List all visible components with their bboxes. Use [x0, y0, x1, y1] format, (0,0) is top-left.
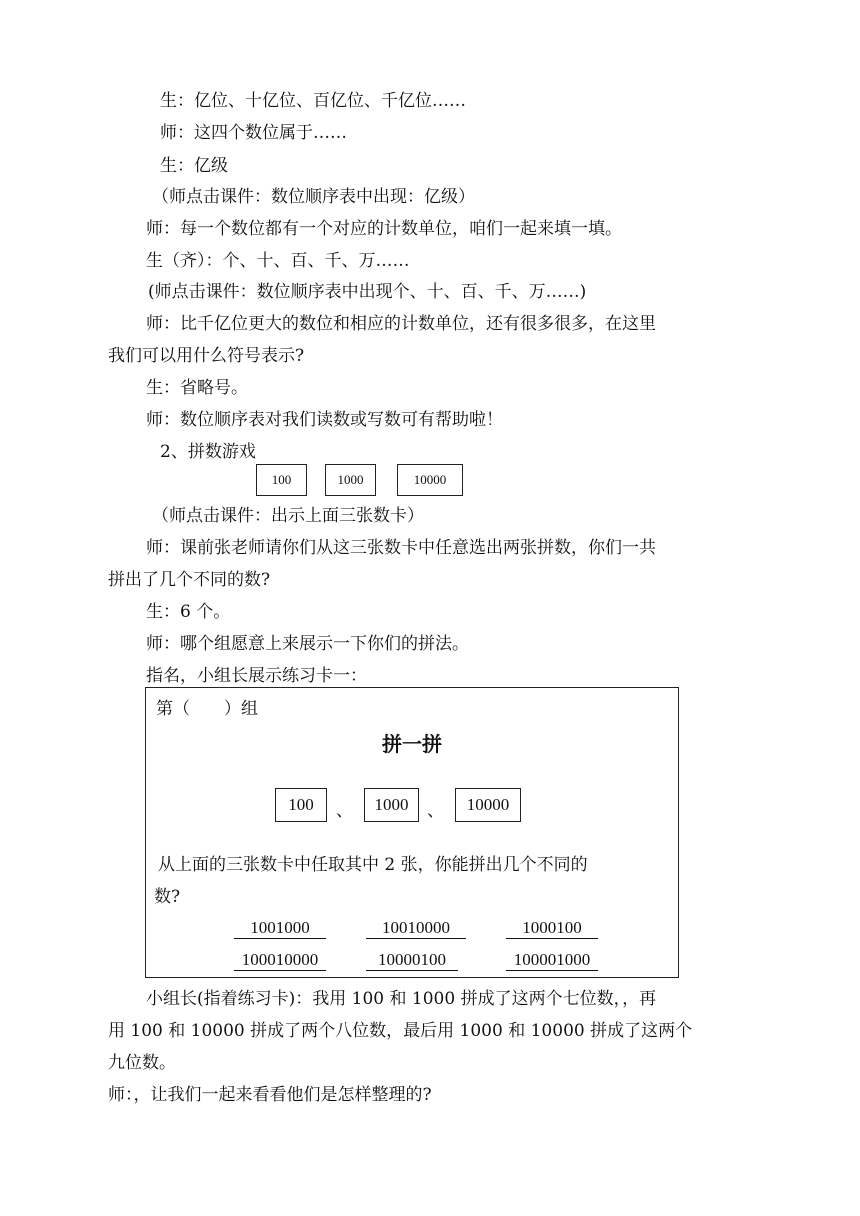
answer-number: 100001000 [506, 950, 598, 971]
text-line: （师点击课件：出示上面三张数卡） [152, 506, 424, 526]
text-line: 生：亿级 [160, 156, 228, 176]
text-line: （师点击课件：数位顺序表中出现：亿级） [152, 187, 475, 207]
text-line: 小组长(指着练习卡)：我用 100 和 1000 拼成了这两个七位数，，再 [146, 989, 657, 1009]
text-line: 拼出了几个不同的数? [108, 570, 271, 590]
text-line: 师：这四个数位属于…… [160, 123, 347, 143]
text-line: 指名，小组长展示练习卡一： [146, 666, 367, 686]
separator: 、 [336, 801, 353, 821]
text-line: (师点击课件：数位顺序表中出现个、十、百、千、万……) [148, 282, 587, 302]
answer-number: 1000100 [506, 918, 598, 939]
text-line: 师：每一个数位都有一个对应的计数单位，咱们一起来填一填。 [146, 219, 622, 239]
number-card: 1000 [325, 464, 376, 496]
number-card: 100 [256, 464, 307, 496]
text-line: 生（齐）：个、十、百、千、万…… [146, 251, 410, 271]
text-line: 师：哪个组愿意上来展示一下你们的拼法。 [146, 634, 469, 654]
exercise-number-card: 100 [275, 788, 327, 822]
exercise-number-card: 10000 [455, 788, 521, 822]
answer-number: 1001000 [234, 918, 326, 939]
number-card: 10000 [397, 464, 463, 496]
text-line: 我们可以用什么符号表示? [108, 346, 305, 366]
exercise-title: 拼一拼 [382, 732, 442, 756]
text-line: 师：，让我们一起来看看他们是怎样整理的? [108, 1085, 432, 1105]
separator: 、 [427, 801, 444, 821]
answer-number: 10000100 [366, 950, 458, 971]
text-line: 生：6 个。 [146, 602, 231, 622]
exercise-question: 数? [154, 887, 181, 907]
answer-number: 10010000 [366, 918, 466, 939]
exercise-question: 从上面的三张数卡中任取其中 2 张，你能拼出几个不同的 [158, 855, 588, 875]
text-line: 九位数。 [108, 1053, 176, 1073]
text-line: 师：比千亿位更大的数位和相应的计数单位，还有很多很多，在这里 [146, 314, 656, 334]
group-label: 第（ ）组 [156, 699, 258, 719]
text-line: 师：数位顺序表对我们读数或写数可有帮助啦！ [146, 410, 503, 430]
exercise-card [145, 687, 679, 978]
text-line: 生：省略号。 [146, 378, 248, 398]
section-heading: 2、拼数游戏 [160, 442, 256, 462]
text-line: 师：课前张老师请你们从这三张数卡中任意选出两张拼数，你们一共 [146, 538, 656, 558]
text-line: 生：亿位、十亿位、百亿位、千亿位…… [160, 91, 466, 111]
exercise-number-card: 1000 [364, 788, 419, 822]
answer-number: 100010000 [234, 950, 326, 971]
text-line: 用 100 和 10000 拼成了两个八位数，最后用 1000 和 10000 拼成了这两个 [108, 1021, 693, 1041]
